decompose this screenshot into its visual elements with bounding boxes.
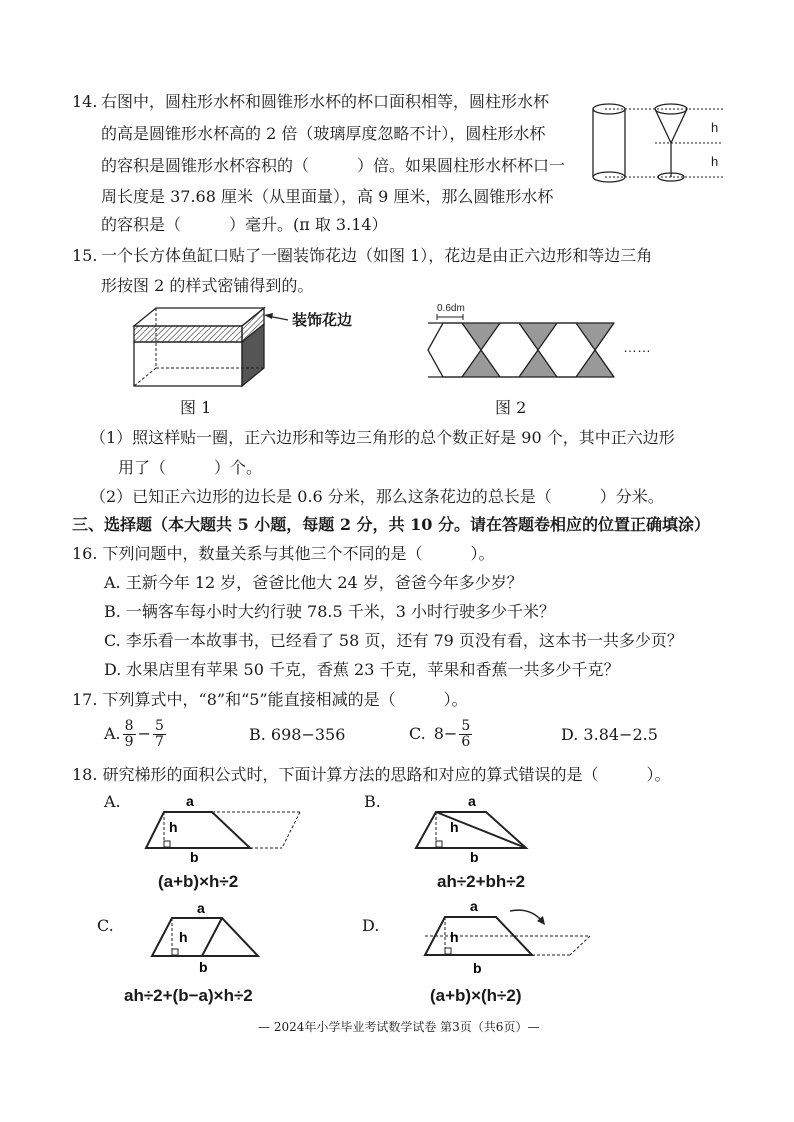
q17-option-c	[409, 714, 474, 754]
cylinder-cup	[593, 104, 625, 182]
label-b: b	[473, 960, 482, 976]
fig2-dimension: 0.6dm	[437, 303, 465, 314]
q14-line-2: 的高是圆锥形水杯高的 2 倍（玻璃厚度忽略不计），圆柱形水杯	[101, 124, 546, 143]
q15-line-2: 形按图 2 的样式密铺得到的。	[101, 276, 314, 295]
q16-option-a: A. 王新今年 12 岁，爸爸比他大 24 岁，爸爸今年多少岁？	[104, 573, 523, 592]
q17-option-d: D. 3.84−2.5	[561, 725, 658, 744]
q14-line-5: 的容积是（ ）毫升。(π 取 3.14）	[101, 215, 388, 234]
q15-line-1: 一个长方体鱼缸口贴了一圈装饰花边（如图 1），花边是由正六边形和等边三角	[101, 246, 653, 265]
h-label-upper: h	[711, 120, 719, 135]
numerator: 5	[461, 717, 471, 734]
q18-option-d-formula: (a+b)×(h÷2)	[430, 986, 522, 1005]
q18-option-d-label: D.	[362, 916, 380, 935]
q18-option-c-formula: ah÷2+(b−a)×h÷2	[124, 986, 253, 1005]
q16-stem: 16. 下列问题中，数量关系与其他三个不同的是（ ）。	[72, 544, 495, 563]
fig1-caption: 图 1	[180, 398, 212, 417]
label-a: a	[468, 793, 476, 809]
q18-option-c-label: C.	[97, 916, 114, 935]
q15-number: 15.	[72, 246, 98, 265]
q16-option-d: D. 水果店里有苹果 50 千克，香蕉 23 千克，苹果和香蕉一共多少千克？	[104, 660, 620, 679]
q14-line-3: 的容积是圆锥形水杯容积的（ ）倍。如果圆柱形水杯杯口一	[101, 156, 566, 175]
q15-border-pattern-figure	[425, 300, 665, 382]
label-h: h	[450, 819, 459, 835]
fraction-8-9	[123, 719, 136, 750]
numerator: 8	[124, 717, 134, 734]
q15-sub1-line-1: （1）照这样贴一圈，正六边形和等边三角形的总个数正好是 90 个，其中正六边形	[90, 428, 675, 447]
q17-option-a	[104, 714, 168, 754]
q18-option-a-figure	[140, 788, 310, 864]
q15-sub2: （2）已知正六边形的边长是 0.6 分米，那么这条花边的总长是（ ）分米。	[90, 487, 664, 506]
q18-option-b-figure	[410, 788, 550, 864]
label-b: b	[199, 959, 208, 975]
label-a: a	[470, 898, 478, 914]
q17-c-whole: 8−	[433, 724, 458, 743]
q17-c-label: C.	[409, 724, 426, 743]
numerator: 5	[154, 717, 164, 734]
page-footer: — 2024年小学毕业考试数学试卷 第3页（共6页）—	[258, 1020, 540, 1034]
fig2-caption: 图 2	[495, 398, 527, 417]
label-h: h	[179, 929, 188, 945]
q18-option-a-label: A.	[104, 792, 121, 811]
q18-option-b-formula: ah÷2+bh÷2	[437, 872, 526, 891]
fraction-5-7	[153, 719, 166, 750]
denominator: 7	[154, 733, 164, 750]
q17-a-label: A.	[104, 724, 121, 743]
q14-line-1: 右图中，圆柱形水杯和圆锥形水杯的杯口面积相等，圆柱形水杯	[101, 92, 550, 111]
fraction-5-6	[459, 719, 472, 750]
h-label-lower: h	[711, 154, 719, 169]
q18-stem: 18. 研究梯形的面积公式时，下面计算方法的思路和对应的算式错误的是（ ）。	[72, 765, 671, 784]
denominator: 9	[124, 733, 134, 750]
label-h: h	[450, 929, 459, 945]
label-b: b	[190, 849, 199, 864]
q15-sub1-line-2: 用了（ ）个。	[118, 458, 263, 477]
fig2-ellipsis: ……	[623, 339, 651, 355]
q17-option-b: B. 698−356	[249, 725, 346, 744]
q15-fish-tank-figure	[128, 302, 368, 394]
q14-cups-figure	[585, 92, 725, 192]
label-a: a	[186, 793, 194, 809]
denominator: 6	[461, 733, 471, 750]
minus-sign: −	[137, 724, 151, 743]
rotation-arrow	[510, 910, 542, 921]
q16-option-b: B. 一辆客车每小时大约行驶 78.5 千米，3 小时行驶多少千米？	[104, 602, 555, 621]
q14-number: 14.	[72, 92, 98, 111]
section-3-heading: 三、选择题（本大题共 5 小题，每题 2 分，共 10 分。请在答题卷相应的位置正确填涂）	[72, 515, 710, 534]
fig1-callout-label: 装饰花边	[292, 312, 353, 329]
q17-stem: 17. 下列算式中，“8”和“5”能直接相减的是（ ）。	[72, 690, 468, 709]
q18-option-c-figure	[145, 898, 285, 978]
q18-option-b-label: B.	[364, 792, 381, 811]
label-h: h	[169, 819, 178, 835]
q18-option-d-figure	[420, 895, 600, 979]
label-b: b	[470, 849, 479, 864]
q16-option-c: C. 李乐看一本故事书，已经看了 58 页，还有 79 页没有看，这本书一共多少页？	[104, 631, 683, 650]
q18-option-a-formula: (a+b)×h÷2	[158, 872, 239, 891]
label-a: a	[197, 900, 205, 916]
q14-line-4: 周长度是 37.68 厘米（从里面量），高 9 厘米，那么圆锥形水杯	[101, 187, 554, 206]
